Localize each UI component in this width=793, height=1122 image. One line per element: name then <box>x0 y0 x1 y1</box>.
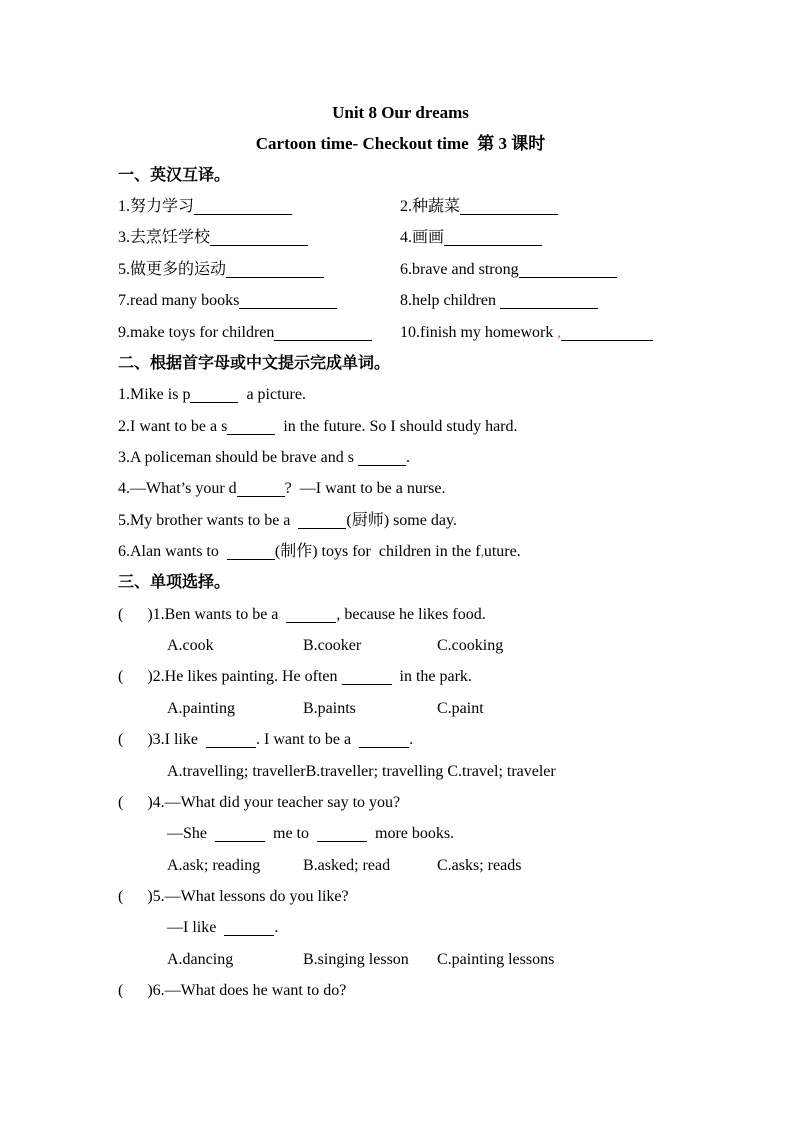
translation-row-4 <box>118 285 683 316</box>
choice-options-2-c: C.paint <box>437 699 484 717</box>
answer-blank <box>215 825 265 842</box>
answer-blank <box>444 229 542 246</box>
answer-blank <box>210 229 308 246</box>
choice-options-4 <box>118 850 683 881</box>
text-segment: , because he likes food. <box>336 605 486 623</box>
text-segment: 5.做更多的运动 <box>118 260 227 278</box>
answer-blank <box>342 668 392 685</box>
translation-row-3-left <box>118 254 400 285</box>
text-segment: ( )6.—What does he want to do? <box>118 982 347 1000</box>
choice-question-3 <box>118 724 683 755</box>
answer-blank <box>359 731 409 748</box>
translation-row-5-left <box>118 317 400 348</box>
choice-options-5-a: A.dancing <box>167 950 234 968</box>
choice-options-1-b: B.cooker <box>303 637 362 655</box>
text-segment: . <box>409 731 414 749</box>
text-segment: ( )4.—What did your teacher say to you? <box>118 793 401 811</box>
section-3-header: 三、单项选择。 <box>118 574 231 592</box>
text-segment: 8.help children <box>400 292 500 310</box>
translation-row-5-right <box>400 317 683 348</box>
choice-options-1-a: A.cook <box>167 637 214 655</box>
translation-row-2-left <box>118 222 400 253</box>
text-segment: ( )1.Ben wants to be a <box>118 605 287 623</box>
choice-options-1-c: C.cooking <box>437 637 504 655</box>
choice-question-2 <box>118 661 683 692</box>
page-title: Unit 8 Our dreams <box>332 103 469 122</box>
text-segment: (制作) toys for children in the f <box>274 543 481 561</box>
answer-blank <box>190 386 238 403</box>
text-segment: 6.brave and strong <box>400 260 519 278</box>
translation-row-3-right <box>400 254 683 285</box>
red-mark: , <box>480 544 484 560</box>
page-subtitle: Cartoon time- Checkout time 第 3 课时 <box>255 134 546 154</box>
translation-row-4-right <box>400 285 683 316</box>
text-segment: 3.A policeman should be brave and s <box>118 448 358 466</box>
answer-blank <box>206 731 256 748</box>
text-segment: 4.画画 <box>400 229 445 247</box>
text-segment: . I want to be a <box>255 731 360 749</box>
text-segment: 5.My brother wants to be a <box>118 511 299 529</box>
choice-options-3-a: A.travelling; traveller <box>167 762 306 780</box>
text-segment: more books. <box>367 825 455 843</box>
choice-question-1 <box>118 599 683 630</box>
text-segment: 9.make toys for children <box>118 323 275 341</box>
text-segment: —She <box>167 825 215 843</box>
text-segment: me to <box>265 825 317 843</box>
choice-question-6 <box>118 975 683 1006</box>
text-segment: uture. <box>483 543 521 561</box>
translation-row-2-right <box>400 222 683 253</box>
choice-options-3 <box>118 756 683 787</box>
choice-options-5-c: C.painting lessons <box>437 950 555 968</box>
choice-options-1 <box>118 630 683 661</box>
text-segment: 2.种蔬菜 <box>400 198 461 216</box>
choice-question-5-answer-line <box>118 912 683 943</box>
answer-blank <box>500 292 598 309</box>
answer-blank <box>237 480 285 497</box>
text-segment: ? —I want to be a nurse. <box>284 480 446 498</box>
answer-blank <box>561 324 653 341</box>
choice-options-2-a: A.painting <box>167 699 235 717</box>
choice-options-3-c: C.travel; traveler <box>447 762 556 780</box>
translation-row-3 <box>118 254 683 285</box>
worksheet-body <box>118 160 683 1007</box>
choice-question-5 <box>118 881 683 912</box>
text-segment: ( )3.I like <box>118 731 206 749</box>
translation-row-4-left <box>118 285 400 316</box>
answer-blank <box>317 825 367 842</box>
answer-blank <box>460 198 558 215</box>
text-segment: in the park. <box>391 668 472 686</box>
text-segment: 1.努力学习 <box>118 198 195 216</box>
text-segment: a picture. <box>238 386 306 404</box>
choice-options-3-b: B.traveller; travelling <box>305 762 448 780</box>
word-item-5 <box>118 505 683 536</box>
text-segment: (厨师) some day. <box>346 511 457 529</box>
text-segment: 7.read many books <box>118 292 240 310</box>
section-2-header: 二、根据首字母或中文提示完成单词。 <box>118 354 391 372</box>
choice-question-4-answer-line <box>118 818 683 849</box>
answer-blank <box>226 261 324 278</box>
word-item-2 <box>118 411 683 442</box>
word-item-6 <box>118 536 683 567</box>
answer-blank <box>227 418 275 435</box>
text-segment: in the future. So I should study hard. <box>275 417 518 435</box>
text-segment: —I like <box>167 919 225 937</box>
answer-blank <box>358 449 406 466</box>
answer-blank <box>274 324 372 341</box>
translation-row-1-right <box>400 191 683 222</box>
choice-options-4-a: A.ask; reading <box>167 856 261 874</box>
answer-blank <box>239 292 337 309</box>
text-segment: 1.Mike is p <box>118 386 191 404</box>
choice-options-4-c: C.asks; reads <box>437 856 522 874</box>
text-segment: . <box>405 448 410 466</box>
answer-blank <box>194 198 292 215</box>
section-1-header: 一、英汉互译。 <box>118 166 231 184</box>
text-segment: 6.Alan wants to <box>118 543 227 561</box>
answer-blank <box>227 543 275 560</box>
choice-question-4 <box>118 787 683 818</box>
translation-row-1 <box>118 191 683 222</box>
choice-options-5 <box>118 944 683 975</box>
text-segment: 2.I want to be a s <box>118 417 228 435</box>
choice-options-5-b: B.singing lesson <box>303 950 409 968</box>
answer-blank <box>519 261 617 278</box>
translation-row-1-left <box>118 191 400 222</box>
text-segment: . <box>274 919 279 937</box>
translation-row-2 <box>118 222 683 253</box>
text-segment: 10.finish my homework <box>400 323 558 341</box>
answer-blank <box>286 606 336 623</box>
word-item-4 <box>118 473 683 504</box>
word-item-3 <box>118 442 683 473</box>
text-segment: 3.去烹饪学校 <box>118 229 211 247</box>
text-segment: ( )5.—What lessons do you like? <box>118 887 349 905</box>
choice-options-2-b: B.paints <box>303 699 356 717</box>
red-mark: , <box>557 324 561 340</box>
answer-blank <box>298 512 346 529</box>
text-segment: ( )2.He likes painting. He often <box>118 668 342 686</box>
choice-options-4-b: B.asked; read <box>303 856 391 874</box>
translation-row-5 <box>118 317 683 348</box>
answer-blank <box>224 919 274 936</box>
choice-options-2 <box>118 693 683 724</box>
word-item-1 <box>118 379 683 410</box>
text-segment: 4.—What’s your d <box>118 480 237 498</box>
